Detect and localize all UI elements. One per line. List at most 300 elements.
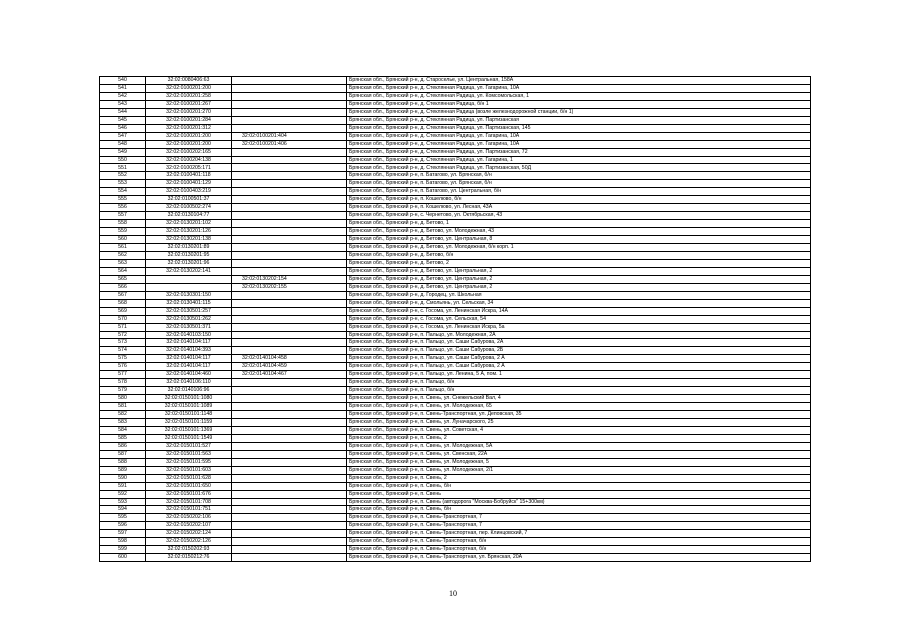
row-number-cell: 586 — [100, 442, 146, 450]
row-number-cell: 554 — [100, 188, 146, 196]
table-row — [100, 212, 811, 220]
address-cell: Брянская обл., Брянский р-н, д. Стеклянная Радица, ул. Партизанская — [347, 116, 811, 124]
row-number-cell: 580 — [100, 395, 146, 403]
related-cadastral-number-cell — [232, 434, 347, 442]
address-cell: Брянская обл., Брянский р-н, п. Пальцо, ул. Саши Сабурова, 2 А — [347, 355, 811, 363]
address-cell: Брянская обл., Брянский р-н, д. Стеклянная Радица, ул. Партизанская, 72 — [347, 148, 811, 156]
related-cadastral-number-cell — [232, 554, 347, 562]
address-cell: Брянская обл., Брянский р-н, д. Бетово, б/н — [347, 251, 811, 259]
row-number-cell: 556 — [100, 204, 146, 212]
related-cadastral-number-cell — [232, 426, 347, 434]
row-number-cell: 575 — [100, 355, 146, 363]
related-cadastral-number-cell — [232, 418, 347, 426]
row-number-cell: 572 — [100, 331, 146, 339]
related-cadastral-number-cell — [232, 379, 347, 387]
cadastral-number-cell: 32:02:0080406:63 — [146, 77, 232, 85]
address-cell: Брянская обл., Брянский р-н, п. Свень, б/н — [347, 482, 811, 490]
related-cadastral-number-cell: 32:02:0140104:467 — [232, 371, 347, 379]
row-number-cell: 594 — [100, 506, 146, 514]
related-cadastral-number-cell — [232, 164, 347, 172]
row-number-cell: 592 — [100, 490, 146, 498]
table-row — [100, 474, 811, 482]
cadastral-number-cell: 32:02:0100205:171 — [146, 164, 232, 172]
cadastral-number-cell: 32:02:0130201:102 — [146, 220, 232, 228]
row-number-cell: 570 — [100, 315, 146, 323]
address-cell: Брянская обл., Брянский р-н, п. Пальцо, ул. Саши Сабурова, 2 А — [347, 363, 811, 371]
row-number-cell: 571 — [100, 323, 146, 331]
table-row — [100, 450, 811, 458]
address-cell: Брянская обл., Брянский р-н, п. Пальцо, ул. Молодежная, 2А — [347, 331, 811, 339]
cadastral-number-cell: 32:02:0140103:150 — [146, 331, 232, 339]
table-row — [100, 434, 811, 442]
address-cell: Брянская обл., Брянский р-н, п. Свень, б/н — [347, 506, 811, 514]
address-cell: Брянская обл., Брянский р-н, п. Пальцо, ул. Саши Сабурова, 2Б — [347, 347, 811, 355]
cadastral-number-cell: 32:02:0130201:89 — [146, 244, 232, 252]
address-cell: Брянская обл., Брянский р-н, п. Свень, 2 — [347, 434, 811, 442]
cadastral-number-cell: 32:02:0140104:117 — [146, 363, 232, 371]
related-cadastral-number-cell — [232, 291, 347, 299]
table-row — [100, 188, 811, 196]
address-cell: Брянская обл., Брянский р-н, д. Смольянь, ул. Сельская, 34 — [347, 299, 811, 307]
cadastral-number-cell: 32:02:0130201:138 — [146, 236, 232, 244]
cadastral-number-cell: 32:02:0150101:595 — [146, 458, 232, 466]
address-cell: Брянская обл., Брянский р-н, п. Батагово, ул. Брянская, б/н — [347, 180, 811, 188]
related-cadastral-number-cell — [232, 212, 347, 220]
row-number-cell: 561 — [100, 244, 146, 252]
address-cell: Брянская обл., Брянский р-н, д. Бетово, ул. Центральная, 2 — [347, 267, 811, 275]
related-cadastral-number-cell — [232, 84, 347, 92]
row-number-cell: 598 — [100, 538, 146, 546]
related-cadastral-number-cell — [232, 538, 347, 546]
address-cell: Брянская обл., Брянский р-н, д. Стеклянная Радица, ул. Гагарина, 1 — [347, 156, 811, 164]
related-cadastral-number-cell — [232, 307, 347, 315]
table-row — [100, 148, 811, 156]
table-row — [100, 100, 811, 108]
cadastral-number-cell: 32:02:0150101:527 — [146, 442, 232, 450]
related-cadastral-number-cell: 32:02:0100201:404 — [232, 132, 347, 140]
cadastral-number-cell: 32:02:0100201:200 — [146, 132, 232, 140]
address-cell: Брянская обл., Брянский р-н, д. Стеклянная Радица, ул. Комсомольская, 1 — [347, 92, 811, 100]
row-number-cell: 583 — [100, 418, 146, 426]
table-row — [100, 299, 811, 307]
table-row — [100, 331, 811, 339]
address-cell: Брянская обл., Брянский р-н, п. Свень-Транспортная, б/н — [347, 538, 811, 546]
cadastral-number-cell: 32:02:0130201:95 — [146, 251, 232, 259]
related-cadastral-number-cell: 32:02:0140104:459 — [232, 363, 347, 371]
row-number-cell: 540 — [100, 77, 146, 85]
related-cadastral-number-cell — [232, 474, 347, 482]
row-number-cell: 588 — [100, 458, 146, 466]
cadastral-number-cell — [146, 275, 232, 283]
table-row — [100, 267, 811, 275]
row-number-cell: 595 — [100, 514, 146, 522]
row-number-cell: 587 — [100, 450, 146, 458]
row-number-cell: 576 — [100, 363, 146, 371]
cadastral-number-cell: 32:02:0100201:312 — [146, 124, 232, 132]
address-cell: Брянская обл., Брянский р-н, п. Свень, ул. Молодежная, 2/1 — [347, 466, 811, 474]
related-cadastral-number-cell — [232, 482, 347, 490]
row-number-cell: 569 — [100, 307, 146, 315]
cadastral-number-cell: 32:02:0130501:257 — [146, 307, 232, 315]
row-number-cell: 555 — [100, 196, 146, 204]
table-row — [100, 196, 811, 204]
row-number-cell: 574 — [100, 347, 146, 355]
related-cadastral-number-cell — [232, 244, 347, 252]
table-row — [100, 466, 811, 474]
cadastral-number-cell: 32:02:0150101:563 — [146, 450, 232, 458]
address-cell: Брянская обл., Брянский р-н, п. Свень-Транспортная, ул. Брянская, 20А — [347, 554, 811, 562]
cadastral-number-cell: 32:02:0150202:93 — [146, 546, 232, 554]
table-row — [100, 220, 811, 228]
row-number-cell: 546 — [100, 124, 146, 132]
address-cell: Брянская обл., Брянский р-н, д. Городец, ул. Школьная — [347, 291, 811, 299]
address-cell: Брянская обл., Брянский р-н, п. Свень, ул. Молодежная, 5А — [347, 442, 811, 450]
cadastral-number-cell: 32:02:0140104:117 — [146, 355, 232, 363]
row-number-cell: 564 — [100, 267, 146, 275]
related-cadastral-number-cell — [232, 100, 347, 108]
table-row — [100, 156, 811, 164]
table-row — [100, 132, 811, 140]
row-number-cell: 541 — [100, 84, 146, 92]
registry-table-body — [100, 77, 811, 562]
cadastral-number-cell: 32:02:0150202:106 — [146, 514, 232, 522]
table-row — [100, 538, 811, 546]
cadastral-number-cell: 32:02:0100201:200 — [146, 140, 232, 148]
address-cell: Брянская обл., Брянский р-н, с. Чернетово, ул. Октябрьская, 43 — [347, 212, 811, 220]
cadastral-number-cell: 32:02:0130202:141 — [146, 267, 232, 275]
cadastral-number-cell: 32:02:0150101:708 — [146, 498, 232, 506]
related-cadastral-number-cell — [232, 347, 347, 355]
row-number-cell: 549 — [100, 148, 146, 156]
row-number-cell: 582 — [100, 411, 146, 419]
address-cell: Брянская обл., Брянский р-н, д. Стеклянная Радица, б/н 1 — [347, 100, 811, 108]
address-cell: Брянская обл., Брянский р-н, д. Староселье, ул. Центральная, 158А — [347, 77, 811, 85]
related-cadastral-number-cell — [232, 180, 347, 188]
row-number-cell: 543 — [100, 100, 146, 108]
table-row — [100, 307, 811, 315]
row-number-cell: 562 — [100, 251, 146, 259]
address-cell: Брянская обл., Брянский р-н, п. Свень, ул. Снежельский Вал, 4 — [347, 395, 811, 403]
row-number-cell: 567 — [100, 291, 146, 299]
address-cell: Брянская обл., Брянский р-н, п. Свень-Транспортная, 7 — [347, 522, 811, 530]
row-number-cell: 585 — [100, 434, 146, 442]
cadastral-number-cell: 32:02:0100501:37 — [146, 196, 232, 204]
table-row — [100, 411, 811, 419]
table-row — [100, 77, 811, 85]
cadastral-number-cell: 32:02:0140104:117 — [146, 339, 232, 347]
related-cadastral-number-cell — [232, 228, 347, 236]
cadastral-number-cell: 32:02:0100201:267 — [146, 100, 232, 108]
address-cell: Брянская обл., Брянский р-н, п. Свень, ул. Свенская, 22А — [347, 450, 811, 458]
address-cell: Брянская обл., Брянский р-н, п. Свень-Транспортная, б/н — [347, 546, 811, 554]
related-cadastral-number-cell — [232, 315, 347, 323]
row-number-cell: 559 — [100, 228, 146, 236]
address-cell: Брянская обл., Брянский р-н, п. Пальцо, ул. Саши Сабурова, 2А — [347, 339, 811, 347]
table-row — [100, 323, 811, 331]
table-row — [100, 204, 811, 212]
related-cadastral-number-cell — [232, 220, 347, 228]
address-cell: Брянская обл., Брянский р-н, д. Бетово, ул. Центральная, 8 — [347, 236, 811, 244]
table-row — [100, 108, 811, 116]
cadastral-number-cell: 32:02:0150101:1148 — [146, 411, 232, 419]
cadastral-number-cell: 32:02:0150101:676 — [146, 490, 232, 498]
cadastral-number-cell: 32:02:0150101:628 — [146, 474, 232, 482]
address-cell: Брянская обл., Брянский р-н, п. Свень, ул. Советская, 4 — [347, 426, 811, 434]
row-number-cell: 550 — [100, 156, 146, 164]
cadastral-number-cell: 32:02:0130501:371 — [146, 323, 232, 331]
cadastral-number-cell: 32:02:0100201:200 — [146, 84, 232, 92]
cadastral-number-cell: 32:02:0100201:270 — [146, 108, 232, 116]
row-number-cell: 596 — [100, 522, 146, 530]
table-row — [100, 228, 811, 236]
row-number-cell: 557 — [100, 212, 146, 220]
row-number-cell: 597 — [100, 530, 146, 538]
related-cadastral-number-cell: 32:02:0100201:406 — [232, 140, 347, 148]
address-cell: Брянская обл., Брянский р-н, п. Пальцо, ул. Ленина, 5 А, пом. 1 — [347, 371, 811, 379]
related-cadastral-number-cell — [232, 172, 347, 180]
related-cadastral-number-cell — [232, 108, 347, 116]
cadastral-number-cell: 32:02:0100202:165 — [146, 148, 232, 156]
address-cell: Брянская обл., Брянский р-н, п. Свень (автодорога "Москва-Бобруйск" 15+300км) — [347, 498, 811, 506]
cadastral-number-cell: 32:02:0150101:650 — [146, 482, 232, 490]
row-number-cell: 589 — [100, 466, 146, 474]
related-cadastral-number-cell: 32:02:0130202:154 — [232, 275, 347, 283]
table-row — [100, 124, 811, 132]
cadastral-number-cell: 32:02:0140106:110 — [146, 379, 232, 387]
address-cell: Брянская обл., Брянский р-н, п. Свень, 2 — [347, 474, 811, 482]
cadastral-number-cell: 32:02:0100201:284 — [146, 116, 232, 124]
address-cell: Брянская обл., Брянский р-н, п. Свень-Транспортная, ул. Деповская, 35 — [347, 411, 811, 419]
table-row — [100, 371, 811, 379]
table-row — [100, 530, 811, 538]
table-row — [100, 395, 811, 403]
related-cadastral-number-cell — [232, 506, 347, 514]
row-number-cell: 578 — [100, 379, 146, 387]
cadastral-number-cell: 32:02:0140104:460 — [146, 371, 232, 379]
cadastral-number-cell: 32:02:0100201:258 — [146, 92, 232, 100]
row-number-cell: 558 — [100, 220, 146, 228]
table-row — [100, 172, 811, 180]
address-cell: Брянская обл., Брянский р-н, п. Батагово, ул. Брянская, б/н — [347, 172, 811, 180]
address-cell: Брянская обл., Брянский р-н, п. Свень, ул. Молодежная, 5 — [347, 458, 811, 466]
related-cadastral-number-cell — [232, 92, 347, 100]
table-row — [100, 514, 811, 522]
related-cadastral-number-cell — [232, 530, 347, 538]
row-number-cell: 584 — [100, 426, 146, 434]
row-number-cell: 548 — [100, 140, 146, 148]
cadastral-number-cell: 32:02:0100204:138 — [146, 156, 232, 164]
row-number-cell: 577 — [100, 371, 146, 379]
related-cadastral-number-cell — [232, 411, 347, 419]
related-cadastral-number-cell: 32:02:0130202:155 — [232, 283, 347, 291]
cadastral-number-cell: 32:02:0150202:126 — [146, 538, 232, 546]
related-cadastral-number-cell — [232, 299, 347, 307]
row-number-cell: 560 — [100, 236, 146, 244]
address-cell: Брянская обл., Брянский р-н, д. Стеклянная Радица, ул. Гагарина, 10А — [347, 84, 811, 92]
related-cadastral-number-cell — [232, 196, 347, 204]
cadastral-number-cell: 32:02:0130301:150 — [146, 291, 232, 299]
cadastral-number-cell: 32:02:0150101:1089 — [146, 403, 232, 411]
table-row — [100, 275, 811, 283]
row-number-cell: 573 — [100, 339, 146, 347]
table-row — [100, 236, 811, 244]
cadastral-number-cell: 32:02:0150101:1369 — [146, 426, 232, 434]
address-cell: Брянская обл., Брянский р-н, д. Бетово, ул. Молодежная, б/н корп. 1 — [347, 244, 811, 252]
cadastral-number-cell: 32:02:0150101:1159 — [146, 418, 232, 426]
cadastral-number-cell: 32:02:0150101:603 — [146, 466, 232, 474]
table-row — [100, 283, 811, 291]
related-cadastral-number-cell — [232, 267, 347, 275]
address-cell: Брянская обл., Брянский р-н, с. Госома, ул. Сельская, 54 — [347, 315, 811, 323]
related-cadastral-number-cell — [232, 188, 347, 196]
address-cell: Брянская обл., Брянский р-н, д. Бетово, 1 — [347, 220, 811, 228]
row-number-cell: 593 — [100, 498, 146, 506]
cadastral-number-cell: 32:02:0130501:262 — [146, 315, 232, 323]
table-row — [100, 379, 811, 387]
related-cadastral-number-cell — [232, 77, 347, 85]
address-cell: Брянская обл., Брянский р-н, д. Бетово, ул. Центральная, 2 — [347, 275, 811, 283]
related-cadastral-number-cell — [232, 156, 347, 164]
address-cell: Брянская обл., Брянский р-н, п. Свень-Транспортная, пер. Клинцовский, 7 — [347, 530, 811, 538]
table-row — [100, 180, 811, 188]
related-cadastral-number-cell — [232, 514, 347, 522]
related-cadastral-number-cell — [232, 387, 347, 395]
table-row — [100, 490, 811, 498]
row-number-cell: 591 — [100, 482, 146, 490]
row-number-cell: 544 — [100, 108, 146, 116]
related-cadastral-number-cell — [232, 259, 347, 267]
cadastral-number-cell: 32:02:0150202:124 — [146, 530, 232, 538]
table-row — [100, 259, 811, 267]
page-number: 10 — [449, 589, 457, 598]
table-row — [100, 291, 811, 299]
related-cadastral-number-cell — [232, 323, 347, 331]
table-row — [100, 347, 811, 355]
row-number-cell: 568 — [100, 299, 146, 307]
related-cadastral-number-cell — [232, 236, 347, 244]
address-cell: Брянская обл., Брянский р-н, д. Бетово, ул. Молодежная, 43 — [347, 228, 811, 236]
table-row — [100, 403, 811, 411]
cadastral-number-cell: 32:02:0130201:126 — [146, 228, 232, 236]
address-cell: Брянская обл., Брянский р-н, д. Стеклянная Радица, ул. Партизанская, 50Д — [347, 164, 811, 172]
table-row — [100, 482, 811, 490]
table-row — [100, 315, 811, 323]
related-cadastral-number-cell — [232, 331, 347, 339]
row-number-cell: 579 — [100, 387, 146, 395]
cadastral-number-cell: 32:02:0150212:76 — [146, 554, 232, 562]
table-row — [100, 355, 811, 363]
address-cell: Брянская обл., Брянский р-н, д. Стеклянная Радица, ул. Гагарина, 10А — [347, 132, 811, 140]
table-row — [100, 116, 811, 124]
cadastral-number-cell: 32:02:0130401:115 — [146, 299, 232, 307]
table-row — [100, 387, 811, 395]
row-number-cell: 542 — [100, 92, 146, 100]
cadastral-number-cell: 32:02:0140106:96 — [146, 387, 232, 395]
address-cell: Брянская обл., Брянский р-н, п. Пальцо, б/н — [347, 387, 811, 395]
cadastral-number-cell: 32:02:0100403:219 — [146, 188, 232, 196]
related-cadastral-number-cell — [232, 124, 347, 132]
cadastral-number-cell: 32:02:0150101:1549 — [146, 434, 232, 442]
related-cadastral-number-cell — [232, 498, 347, 506]
table-row — [100, 244, 811, 252]
cadastral-number-cell: 32:02:0150101:751 — [146, 506, 232, 514]
address-cell: Брянская обл., Брянский р-н, п. Свень, ул. Луначарского, 25 — [347, 418, 811, 426]
cadastral-number-cell: 32:02:0130104:77 — [146, 212, 232, 220]
related-cadastral-number-cell — [232, 442, 347, 450]
table-row — [100, 546, 811, 554]
row-number-cell: 563 — [100, 259, 146, 267]
row-number-cell: 553 — [100, 180, 146, 188]
table-row — [100, 506, 811, 514]
address-cell: Брянская обл., Брянский р-н, д. Стеклянная Радица (возле железнодорожной станции, б/н 1) — [347, 108, 811, 116]
address-cell: Брянская обл., Брянский р-н, п. Кошелюво, ул. Лесная, 43А — [347, 204, 811, 212]
address-cell: Брянская обл., Брянский р-н, п. Свень — [347, 490, 811, 498]
table-row — [100, 426, 811, 434]
table-row — [100, 498, 811, 506]
row-number-cell: 566 — [100, 283, 146, 291]
cadastral-number-cell: 32:02:0100502:274 — [146, 204, 232, 212]
related-cadastral-number-cell — [232, 490, 347, 498]
address-cell: Брянская обл., Брянский р-н, п. Кошелюво, б/н — [347, 196, 811, 204]
related-cadastral-number-cell — [232, 116, 347, 124]
related-cadastral-number-cell — [232, 403, 347, 411]
table-row — [100, 164, 811, 172]
table-row — [100, 522, 811, 530]
row-number-cell: 552 — [100, 172, 146, 180]
cadastral-number-cell: 32:02:0140104:393 — [146, 347, 232, 355]
address-cell: Брянская обл., Брянский р-н, с. Госома, ул. Ленинская Искра, 5а — [347, 323, 811, 331]
table-row — [100, 92, 811, 100]
address-cell: Брянская обл., Брянский р-н, п. Пальцо, б/н — [347, 379, 811, 387]
row-number-cell: 565 — [100, 275, 146, 283]
related-cadastral-number-cell — [232, 339, 347, 347]
address-cell: Брянская обл., Брянский р-н, с. Госома, ул. Ленинская Искра, 14А — [347, 307, 811, 315]
related-cadastral-number-cell — [232, 251, 347, 259]
related-cadastral-number-cell — [232, 450, 347, 458]
related-cadastral-number-cell — [232, 546, 347, 554]
related-cadastral-number-cell — [232, 522, 347, 530]
related-cadastral-number-cell — [232, 395, 347, 403]
cadastral-number-cell — [146, 283, 232, 291]
registry-table — [99, 76, 811, 562]
cadastral-number-cell: 32:02:0150202:107 — [146, 522, 232, 530]
table-row — [100, 554, 811, 562]
related-cadastral-number-cell — [232, 204, 347, 212]
table-row — [100, 458, 811, 466]
cadastral-number-cell: 32:02:0100401:118 — [146, 172, 232, 180]
row-number-cell: 545 — [100, 116, 146, 124]
cadastral-number-cell: 32:02:0100401:129 — [146, 180, 232, 188]
row-number-cell: 600 — [100, 554, 146, 562]
row-number-cell: 590 — [100, 474, 146, 482]
related-cadastral-number-cell — [232, 458, 347, 466]
table-row — [100, 84, 811, 92]
cadastral-number-cell: 32:02:0150101:1080 — [146, 395, 232, 403]
address-cell: Брянская обл., Брянский р-н, д. Стеклянная Радица, ул. Гагарина, 10А — [347, 140, 811, 148]
table-row — [100, 442, 811, 450]
table-row — [100, 140, 811, 148]
row-number-cell: 599 — [100, 546, 146, 554]
table-row — [100, 251, 811, 259]
address-cell: Брянская обл., Брянский р-н, п. Свень-Транспортная, 7 — [347, 514, 811, 522]
table-row — [100, 339, 811, 347]
cadastral-number-cell: 32:02:0130201:96 — [146, 259, 232, 267]
address-cell: Брянская обл., Брянский р-н, д. Стеклянная Радица, ул. Партизанская, 145 — [347, 124, 811, 132]
table-row — [100, 363, 811, 371]
address-cell: Брянская обл., Брянский р-н, п. Свень, ул. Молодежная, 65 — [347, 403, 811, 411]
related-cadastral-number-cell — [232, 466, 347, 474]
row-number-cell: 551 — [100, 164, 146, 172]
